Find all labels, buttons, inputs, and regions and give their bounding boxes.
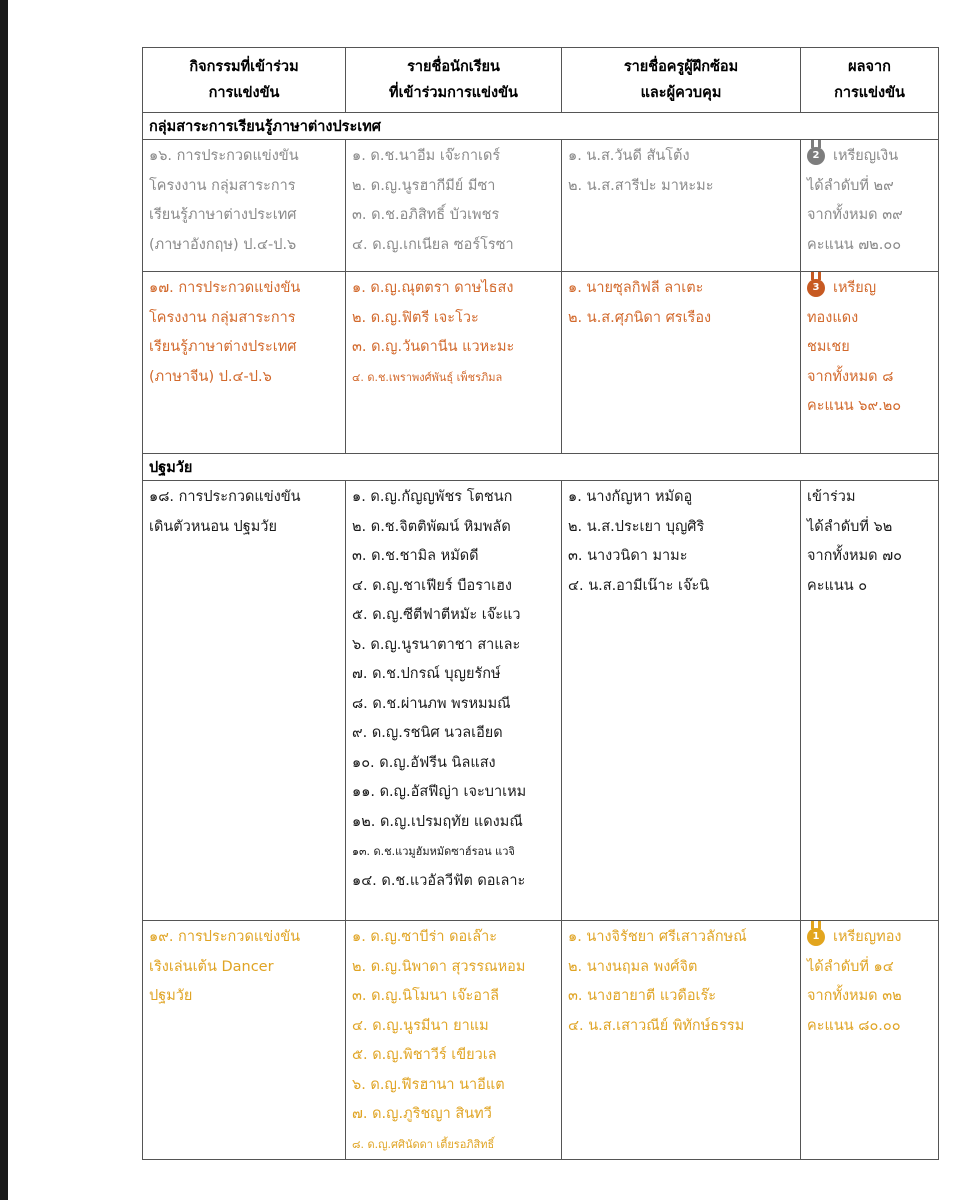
students-cell (346, 481, 562, 921)
header-activity-line1: กิจกรรมที่เข้าร่วม (189, 59, 299, 75)
result-cell (801, 921, 939, 1160)
students-cell (346, 140, 562, 272)
header-teachers (562, 48, 801, 113)
activity-line: ๑๗. การประกวดแข่งขัน (149, 280, 301, 296)
result-line: ได้ลำดับที่ ๒๙ (807, 177, 894, 194)
activity-line: ๑๙. การประกวดแข่งขัน (149, 929, 301, 945)
result-cell (801, 481, 939, 921)
activity-line: โครงงาน กลุ่มสาระการ (149, 309, 296, 326)
table-row (143, 481, 939, 921)
result-cell (801, 140, 939, 272)
activity-cell (143, 481, 346, 921)
activity-line: เดินตัวหนอน ปฐมวัย (149, 518, 277, 535)
students-cell (346, 921, 562, 1160)
teachers-cell (562, 921, 801, 1160)
section-title: ปฐมวัย (143, 454, 939, 481)
students-line: ๒. ด.ญ.นิพาดา สุวรรณหอม (352, 958, 526, 975)
students-line: ๗. ด.ช.ปกรณ์ บุญยรักษ์ (352, 666, 501, 682)
activity-cell (143, 140, 346, 272)
students-line: ๕. ด.ญ.พิชาวีร์ เขียวเล (352, 1047, 497, 1063)
header-activity (143, 48, 346, 113)
activity-line: (ภาษาจีน) ป.๔-ป.๖ (149, 368, 272, 385)
result-line: คะแนน ๗๒.๐๐ (807, 236, 902, 253)
teachers-line: ๑. นางกัญหา หมัดอู (568, 489, 693, 505)
result-label: เหรียญทอง (833, 929, 902, 945)
result-line: จากทั้งหมด ๓๒ (807, 988, 902, 1004)
activity-line: เรียนรู้ภาษาต่างประเทศ (149, 207, 297, 223)
students-line: ๘. ด.ญ.ศศินัดดา เตี้ยรอภิสิทธิ์ (352, 1137, 495, 1151)
teachers-line: ๒. น.ส.ศุภนิดา ศรเรือง (568, 309, 712, 326)
result-label: เหรียญเงิน (833, 148, 899, 164)
result-line: คะแนน ๐ (807, 577, 868, 594)
result-line: ชมเชย (807, 339, 850, 355)
header-row (143, 48, 939, 113)
medal-icon: 1 (807, 928, 825, 946)
students-line: ๖. ด.ญ.นูรนาตาชา สาและ (352, 636, 521, 653)
students-line: ๗. ด.ญ.ภูริชญา สินทวี (352, 1106, 492, 1122)
teachers-cell (562, 481, 801, 921)
medal-icon: 3 (807, 279, 825, 297)
result-line: คะแนน ๖๙.๒๐ (807, 398, 902, 414)
students-line: ๓. ด.ญ.นิโมนา เจ๊ะอาลี (352, 988, 500, 1004)
teachers-line: ๒. นางนฤมล พงศ์จิต (568, 958, 698, 975)
activity-cell (143, 921, 346, 1160)
students-line: ๔. ด.ช.เพราพงศ์พันธุ์ เพ็ชรภิมล (352, 370, 503, 384)
header-result-line1: ผลจาก (848, 59, 891, 75)
table-row (143, 272, 939, 454)
students-line: ๑๓. ด.ช.แวมูฮัมหมัดซาฮ์รอน แวจิ (352, 845, 515, 858)
activity-line: โครงงาน กลุ่มสาระการ (149, 177, 296, 194)
table-row (143, 140, 939, 272)
result-line (807, 923, 932, 953)
activity-line: ๑๘. การประกวดแข่งขัน (149, 489, 301, 505)
result-line (807, 274, 932, 304)
students-line: ๔. ด.ญ.ชาเฟียร์ บือราเฮง (352, 577, 513, 594)
header-activity-line2: การแข่งขัน (208, 85, 280, 101)
result-label: เหรียญ (833, 280, 877, 296)
students-line: ๑. ด.ญ.ณุตตรา ดาษไธสง (352, 280, 514, 296)
students-line: ๑๒. ด.ญ.เปรมฤทัย แดงมณี (352, 813, 523, 830)
teachers-line: ๓. นางฮายาตี แวดือเร๊ะ (568, 988, 717, 1004)
students-line: ๑. ด.ช.นาอีม เจ๊ะกาเดร์ (352, 148, 501, 164)
activity-line: ๑๖. การประกวดแข่งขัน (149, 148, 299, 164)
result-line: จากทั้งหมด ๓๙ (807, 207, 903, 223)
activity-cell (143, 272, 346, 454)
activity-line: ปฐมวัย (149, 988, 193, 1004)
activity-line: เรียนรู้ภาษาต่างประเทศ (149, 339, 297, 355)
document-page (8, 0, 971, 1200)
result-cell (801, 272, 939, 454)
header-result-line2: การแข่งขัน (834, 85, 905, 101)
students-line: ๑๔. ด.ช.แวอัลวีฟัต ดอเลาะ (352, 872, 526, 889)
result-line: ได้ลำดับที่ ๖๒ (807, 518, 893, 535)
students-line: ๑๑. ด.ญ.อัสฟีญ่า เจะบาเหม (352, 784, 527, 800)
result-line: จากทั้งหมด ๘ (807, 368, 894, 385)
header-students-line2: ที่เข้าร่วมการแข่งขัน (389, 85, 518, 101)
section-title: กลุ่มสาระการเรียนรู้ภาษาต่างประเทศ (143, 113, 939, 140)
result-line: ได้ลำดับที่ ๑๔ (807, 958, 894, 975)
students-line: ๓. ด.ช.ชามิล หมัดดี (352, 548, 479, 564)
result-line: คะแนน ๘๐.๐๐ (807, 1017, 901, 1034)
teachers-line: ๔. น.ส.เสาวณีย์ พิทักษ์ธรรม (568, 1017, 745, 1034)
section-row-early (143, 454, 939, 481)
students-cell (346, 272, 562, 454)
students-line: ๘. ด.ช.ผ่านภพ พรหมมณี (352, 695, 511, 712)
students-line: ๑. ด.ญ.ซาบีร่า ดอเล๊าะ (352, 929, 498, 945)
header-students-line1: รายชื่อนักเรียน (407, 59, 500, 75)
activity-line: (ภาษาอังกฤษ) ป.๔-ป.๖ (149, 236, 297, 253)
section-row-foreign (143, 113, 939, 140)
teachers-cell (562, 140, 801, 272)
students-line: ๑๐. ด.ญ.อัฟรีน นิลแสง (352, 754, 496, 771)
students-line: ๓. ด.ช.อภิสิทธิ์ บัวเพชร (352, 207, 500, 223)
competition-results-table (142, 47, 939, 1160)
header-students (346, 48, 562, 113)
medal-icon: 2 (807, 147, 825, 165)
teachers-line: ๓. นางวนิดา มามะ (568, 548, 688, 564)
teachers-line: ๑. นายซุลกิฟลี ลาเตะ (568, 280, 704, 296)
header-teachers-line1: รายชื่อครูผู้ฝึกซ้อม (623, 59, 739, 75)
teachers-cell (562, 272, 801, 454)
header-teachers-line2: และผู้ควบคุม (640, 85, 722, 101)
result-line (807, 142, 932, 172)
students-line: ๒. ด.ช.จิตติพัฒน์ หิมพลัด (352, 518, 511, 535)
students-line: ๑. ด.ญ.กัญญพัชร โตชนก (352, 489, 513, 505)
result-line: เข้าร่วม (807, 489, 856, 505)
students-line: ๓. ด.ญ.วันดานีน แวหะมะ (352, 339, 515, 355)
result-line: จากทั้งหมด ๗๐ (807, 548, 902, 564)
students-line: ๒. ด.ญ.ฟิตรี เจะโวะ (352, 309, 479, 326)
teachers-line: ๔. น.ส.อามีเน๊าะ เจ๊ะนิ (568, 577, 710, 594)
header-result (801, 48, 939, 113)
students-line: ๔. ด.ญ.นูรมีนา ยาแม (352, 1017, 489, 1034)
students-line: ๔. ด.ญ.เกเนียล ซอร์โรซา (352, 236, 514, 253)
teachers-line: ๑. นางจิรัชยา ศรีเสาวลักษณ์ (568, 929, 747, 945)
students-line: ๕. ด.ญ.ซีตีฟาตีหมัะ เจ๊ะแว (352, 607, 521, 623)
teachers-line: ๒. น.ส.สารีปะ มาหะมะ (568, 177, 714, 194)
students-line: ๖. ด.ญ.ฟีรฮานา นาอีแต (352, 1076, 505, 1093)
activity-line: เริงเล่นเต้น Dancer (149, 958, 274, 975)
students-line: ๙. ด.ญ.รชนิศ นวลเอียด (352, 725, 503, 741)
teachers-line: ๒. น.ส.ประเยา บุญศิริ (568, 518, 705, 535)
students-line: ๒. ด.ญ.นูรฮากีมีย์ มีซา (352, 177, 496, 194)
teachers-line: ๑. น.ส.วันดี สันโต้ง (568, 148, 690, 164)
result-line: ทองแดง (807, 309, 859, 326)
table-row (143, 921, 939, 1160)
